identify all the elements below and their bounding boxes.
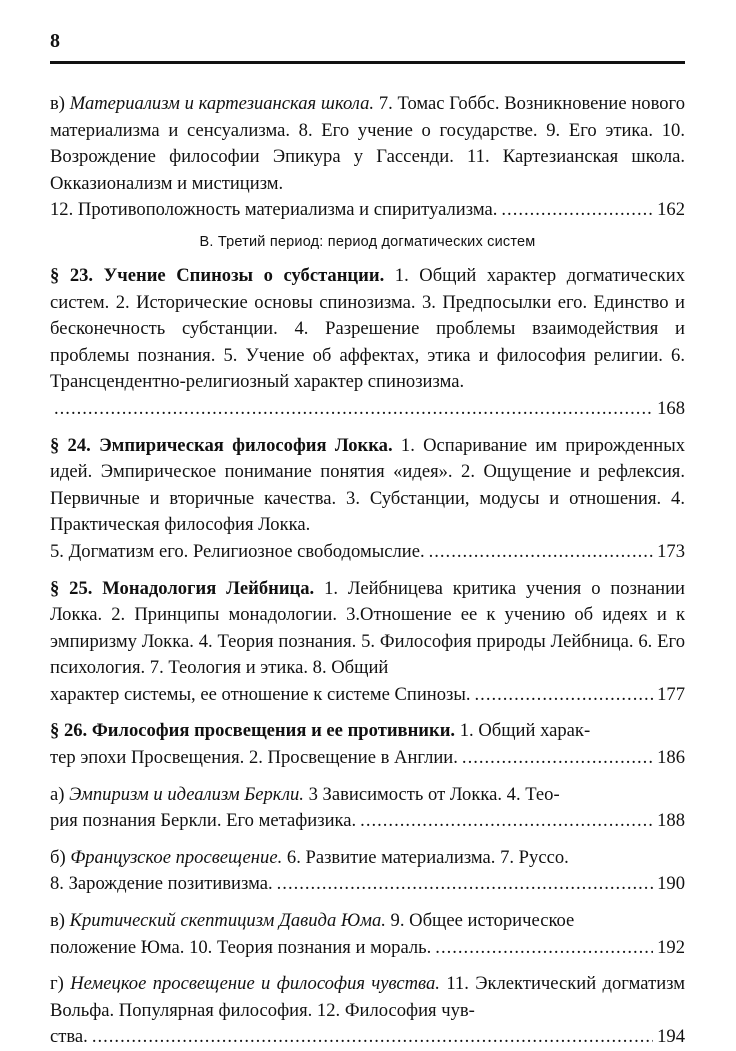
entry-label: г) — [50, 973, 64, 995]
entry-text: 1. Общий харак- — [459, 720, 591, 742]
entry-text: 6. Развитие материализма. 7. Руссо. — [286, 846, 569, 868]
toc-entry-spinoza[interactable] — [50, 263, 685, 423]
toc-entry-locke[interactable] — [50, 433, 685, 566]
toc-entry-leibniz[interactable] — [50, 576, 685, 709]
dot-leader — [54, 396, 653, 423]
toc-entry-materialism[interactable] — [50, 91, 685, 224]
entry-last-text: тер эпохи Просвещения. 2. Просвещение в Англии. — [50, 747, 458, 769]
dot-leader — [92, 1024, 653, 1051]
page-ref: 162 — [657, 199, 685, 221]
entry-label: в) — [50, 910, 65, 932]
entry-title: § 24. Эмпирическая философия Локка. — [50, 434, 393, 456]
toc-entry-berkeley[interactable] — [50, 782, 685, 835]
entry-title: Французское просвещение. — [70, 846, 283, 868]
entry-last-text: характер системы, ее отношение к системе Спинозы. — [50, 683, 471, 705]
dot-leader — [360, 808, 653, 835]
page-number: 8 — [50, 30, 60, 52]
header-rule — [50, 61, 685, 64]
dot-leader — [435, 935, 653, 962]
page-ref: 168 — [657, 397, 685, 419]
page-ref: 194 — [657, 1026, 685, 1048]
toc-entry-french-enlightenment[interactable] — [50, 845, 685, 898]
entry-title: Немецкое просвещение и философия чувства. — [70, 973, 440, 995]
entry-title: Эмпиризм и идеализм Беркли. — [69, 783, 304, 805]
entry-text: 3 Зависимость от Локка. 4. Тео- — [308, 783, 560, 805]
entry-text: 1. Лейбницева критика учения о познании Локка. 2. Принципы монадологии. 3.Отношение ее к учению об идеях и к эмпиризму Локка. 4. Теория познания. 5. Философия природы Лейбница. 6. Его психология. 7. Теология и этика. 8. Общий — [50, 577, 685, 679]
page-ref: 192 — [657, 936, 685, 958]
entry-text: 1. Оспаривание им прирожденных идей. Эмпирическое понимание понятия «идея». 2. Ощущение и рефлексия. Первичные и вторичные качества. 3. Субстанции, модусы и отношения. 4. Практическая философия Локка. — [50, 434, 685, 536]
toc-entry-enlightenment[interactable] — [50, 718, 685, 771]
entry-last-text: рия познания Беркли. Его метафизика. — [50, 810, 357, 832]
toc-entry-hume[interactable] — [50, 908, 685, 961]
dot-leader — [277, 871, 653, 898]
entry-label: а) — [50, 783, 65, 805]
dot-leader — [462, 745, 653, 772]
entry-last-text: положение Юма. 10. Теория познания и мораль. — [50, 936, 432, 958]
entry-title: § 23. Учение Спинозы о субстанции. — [50, 264, 385, 286]
dot-leader — [475, 682, 654, 709]
toc-content — [50, 91, 685, 1051]
page-ref: 186 — [657, 747, 685, 769]
entry-text: 11. Эклектический догматизм Вольфа. Популярная философия. 12. Философия чув- — [50, 973, 686, 1021]
page-ref: 173 — [657, 540, 685, 562]
entry-last-text: 12. Противоположность материализма и спиритуализма. — [50, 199, 498, 221]
page-ref: 190 — [657, 873, 685, 895]
toc-entry-german-enlightenment[interactable] — [50, 971, 685, 1051]
page-ref: 188 — [657, 810, 685, 832]
dot-leader — [429, 539, 654, 566]
entry-text: 1. Общий характер догматических систем. 2. Исторические основы спинозизма. 3. Предпосылки его. Единство и бесконечность субстанции. 4. Разрешение проблемы взаимодействия и проблемы познания. 5. Учение об аффектах, этика и философия религии. 6. Трансцендентно-религиозный характер спинозизма. — [50, 264, 685, 393]
entry-title: § 25. Монадология Лейбница. — [50, 577, 315, 599]
dot-leader — [501, 197, 653, 224]
entry-last-text: 5. Догматизм его. Религиозное свободомыслие. — [50, 540, 425, 562]
entry-title: Материализм и картезианская школа. — [69, 93, 375, 114]
entry-last-text: 8. Зарождение позитивизма. — [50, 873, 273, 895]
entry-last-text: ства. — [50, 1026, 88, 1048]
entry-text: 9. Общее историческое — [390, 910, 575, 932]
entry-text: 7. Томас Гоббс. Возникновение нового материализма и сенсуализма. 8. Его учение о государстве. 9. Его этика. 10. Возрождение философии Эпикура у Гассенди. 11. Картезианская школа. Окказионализм и мистицизм. — [50, 93, 685, 194]
entry-label: в) — [50, 93, 65, 114]
entry-title: § 26. Философия просвещения и ее противники. — [50, 720, 456, 742]
section-heading: В. Третий период: период догматических систем — [199, 233, 536, 250]
entry-label: б) — [50, 846, 66, 868]
entry-title: Критический скептицизм Давида Юма. — [69, 910, 386, 932]
page-ref: 177 — [657, 683, 685, 705]
